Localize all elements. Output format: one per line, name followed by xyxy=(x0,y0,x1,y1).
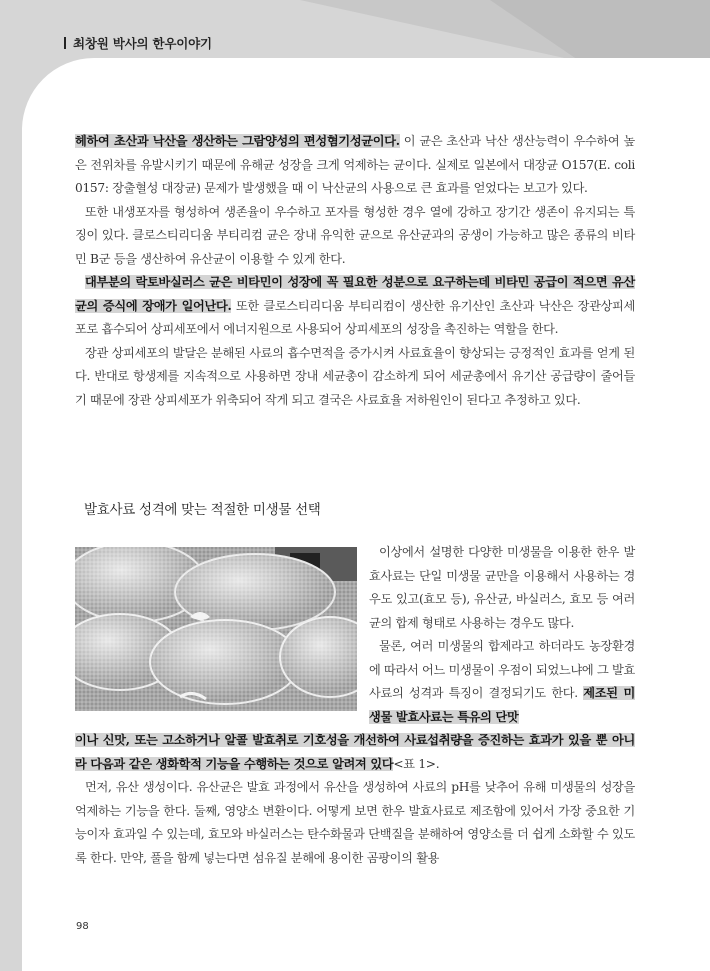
header-bar-icon xyxy=(64,37,66,49)
feed-bags-image xyxy=(75,547,357,711)
highlight-text: 헤하여 초산과 낙산을 생산하는 그람양성의 편성혐기성균이다. xyxy=(75,134,400,148)
section-title: 발효사료 성격에 맞는 적절한 미생물 선택 xyxy=(84,502,321,518)
running-header xyxy=(64,34,212,52)
page-number: 98 xyxy=(76,921,89,932)
side-column-text xyxy=(369,541,635,729)
feed-bags-photo xyxy=(75,547,357,711)
highlight-text: 제조된 미생물 발효사료는 특유의 단맛 xyxy=(369,686,635,724)
paragraph-text: 물론, 여러 미생물의 합제라고 하더라도 농장환경에 따라서 어느 미생물이 우점이 되었느냐에 그 발효사료의 성격과 특징이 결정되기도 한다. xyxy=(369,639,635,700)
header-title: 최창원 박사의 한우이야기 xyxy=(73,36,212,51)
paragraph-5 xyxy=(75,729,635,776)
side-paragraph-1: 이상에서 설명한 다양한 미생물을 이용한 한우 발효사료는 단일 미생물 균만을 이용해서 사용하는 경우도 있고(효모 등), 유산균, 바실러스, 효모 등 여러 균의 합제 형태로 사용하는 경우도 많다. xyxy=(369,545,635,630)
paragraph-text: 이 균은 초산과 낙산 생산능력이 우수하여 높은 전위차를 유발시키기 때문에 유해균 성장을 크게 억제하는 균이다. 실제로 일본에서 대장균 O157(E. coli 0157: 장출혈성 대장균) 문제가 발생했을 때 이 낙산균의 사용으로 큰 효과를 얻었다는 보고가 있다. xyxy=(75,134,635,195)
paragraph-6: 먼저, 유산 생성이다. 유산균은 발효 과정에서 유산을 생성하여 사료의 pH를 낮추어 유해 미생물의 성장을 억제하는 기능을 한다. 둘째, 영양소 변환이다. 어떻게 보면 한우 발효사료로 제조함에 있어서 가장 중요한 기능이자 효과일 수 있는데, 효모와 바실러스는 탄수화물과 단백질을 분해하여 영양소를 더 쉽게 소화할 수 있도록 한다. 만약, 풀을 함께 넣는다면 섬유질 분해에 용이한 곰팡이의 활용 xyxy=(75,780,635,865)
paragraph-4: 장관 상피세포의 발달은 분해된 사료의 흡수면적을 증가시켜 사료효율이 향상되는 긍정적인 효과를 얻게 된다. 반대로 항생제를 지속적으로 사용하면 장내 세균총이 감소하게 되어 세균총에서 유기산 공급량이 줄어들기 때문에 장관 상피세포가 위축되어 작게 되고 결국은 사료효율 저하원인이 된다고 추정하고 있다. xyxy=(75,345,635,407)
paragraph-1 xyxy=(75,130,635,201)
highlight-text: 대부분의 락토바실러스 균은 비타민이 성장에 꼭 필요한 성분으로 요구하는데 비타민 공급이 적으면 유산균의 증식에 장애가 일어난다. xyxy=(75,275,635,313)
paragraph-2: 또한 내생포자를 형성하여 생존율이 우수하고 포자를 형성한 경우 열에 강하고 장기간 생존이 유지되는 특징이 있다. 클로스티리디움 부티리컴 균은 장내 유익한 균으로 유산균과의 공생이 가능하고 많은 종류의 비타민 B군 등을 생산하여 유산균이 이용할 수 있게 한다. xyxy=(75,204,635,266)
paragraph-text: 또한 클로스티리디움 부티리컴이 생산한 유기산인 초산과 낙산은 장관상피세포로 흡수되어 상피세포에서 에너지원으로 사용되어 상피세포의 성장을 촉진하는 역할을 한다. xyxy=(75,298,636,336)
side-paragraph-2 xyxy=(369,635,635,729)
main-body-upper xyxy=(75,130,635,412)
table-reference: <표 1>. xyxy=(393,756,440,771)
page-left-margin-band xyxy=(0,0,22,971)
highlight-text: 이나 신맛, 또는 고소하거나 알콜 발효취로 기호성을 개선하여 사료섭취량을 증진하는 효과가 있을 뿐 아니라 다음과 같은 생화학적 기능을 수행하는 것으로 알려져 있다 xyxy=(75,733,635,771)
main-body-lower xyxy=(75,729,635,870)
paragraph-3 xyxy=(75,271,635,342)
